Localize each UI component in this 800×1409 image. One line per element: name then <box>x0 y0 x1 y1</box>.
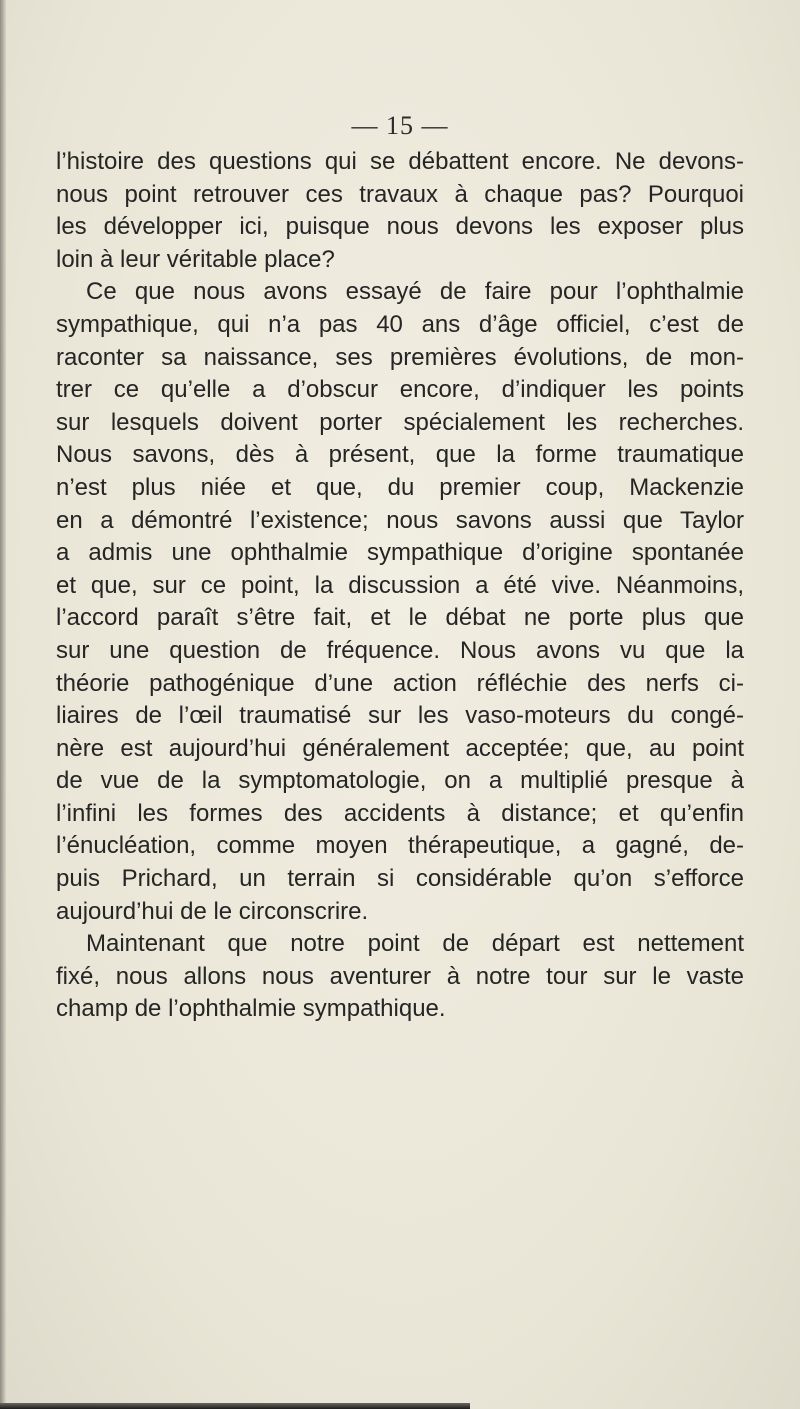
text-line: de vue de la symptomatologie, on a multiplié presque à <box>56 767 744 795</box>
text-line: sympathique, qui n’a pas 40 ans d’âge officiel, c’est de <box>56 310 744 338</box>
page-bottom-shadow <box>0 1403 470 1409</box>
text-line: sur une question de fréquence. Nous avons vu que la <box>56 636 744 664</box>
text-line: nère est aujourd’hui généralement acceptée; que, au point <box>56 734 744 762</box>
text-line: raconter sa naissance, ses premières évolutions, de mon- <box>56 343 744 371</box>
paragraph-3 <box>56 928 744 1026</box>
paragraph-1 <box>56 146 744 276</box>
text-line: l’énucléation, comme moyen thérapeutique, a gagné, de- <box>56 832 744 860</box>
text-line: l’infini les formes des accidents à distance; et qu’enfin <box>56 799 744 827</box>
text-line: Nous savons, dès à présent, que la forme traumatique <box>56 441 744 469</box>
text-line: nous point retrouver ces travaux à chaque pas? Pourquoi <box>56 180 744 208</box>
text-line: l’histoire des questions qui se débattent encore. Ne devons- <box>56 148 744 175</box>
text-line: en a démontré l’existence; nous savons aussi que Taylor <box>56 506 744 534</box>
text-line: fixé, nous allons nous aventurer à notre tour sur le vaste <box>56 962 744 990</box>
text-line: champ de l’ophthalmie sympathique. <box>56 995 446 1023</box>
text-line: liaires de l’œil traumatisé sur les vaso-moteurs du congé- <box>56 702 744 730</box>
text-line: a admis une ophthalmie sympathique d’origine spontanée <box>56 539 744 567</box>
page-binding-edge <box>0 0 6 1409</box>
text-line: sur lesquels doivent porter spécialement les recherches. <box>56 408 744 436</box>
text-line: et que, sur ce point, la discussion a été vive. Néanmoins, <box>56 571 744 599</box>
text-line: puis Prichard, un terrain si considérable qu’on s’efforce <box>56 865 744 893</box>
page-number: — 15 — <box>351 111 449 140</box>
text-line: n’est plus niée et que, du premier coup, Mackenzie <box>56 473 744 501</box>
text-line: théorie pathogénique d’une action réfléchie des nerfs ci- <box>56 669 744 697</box>
paragraph-2 <box>56 276 744 928</box>
text-line: Ce que nous avons essayé de faire pour l’ophthalmie <box>86 278 744 306</box>
text-line: trer ce qu’elle a d’obscur encore, d’indiquer les points <box>56 376 744 404</box>
body-text <box>56 146 744 1026</box>
text-line: l’accord paraît s’être fait, et le débat ne porte plus que <box>56 604 744 632</box>
text-line: loin à leur véritable place? <box>56 245 335 273</box>
text-line: Maintenant que notre point de départ est nettement <box>86 930 744 958</box>
text-line: les développer ici, puisque nous devons les exposer plus <box>56 213 744 241</box>
text-line: aujourd’hui de le circonscrire. <box>56 897 369 925</box>
